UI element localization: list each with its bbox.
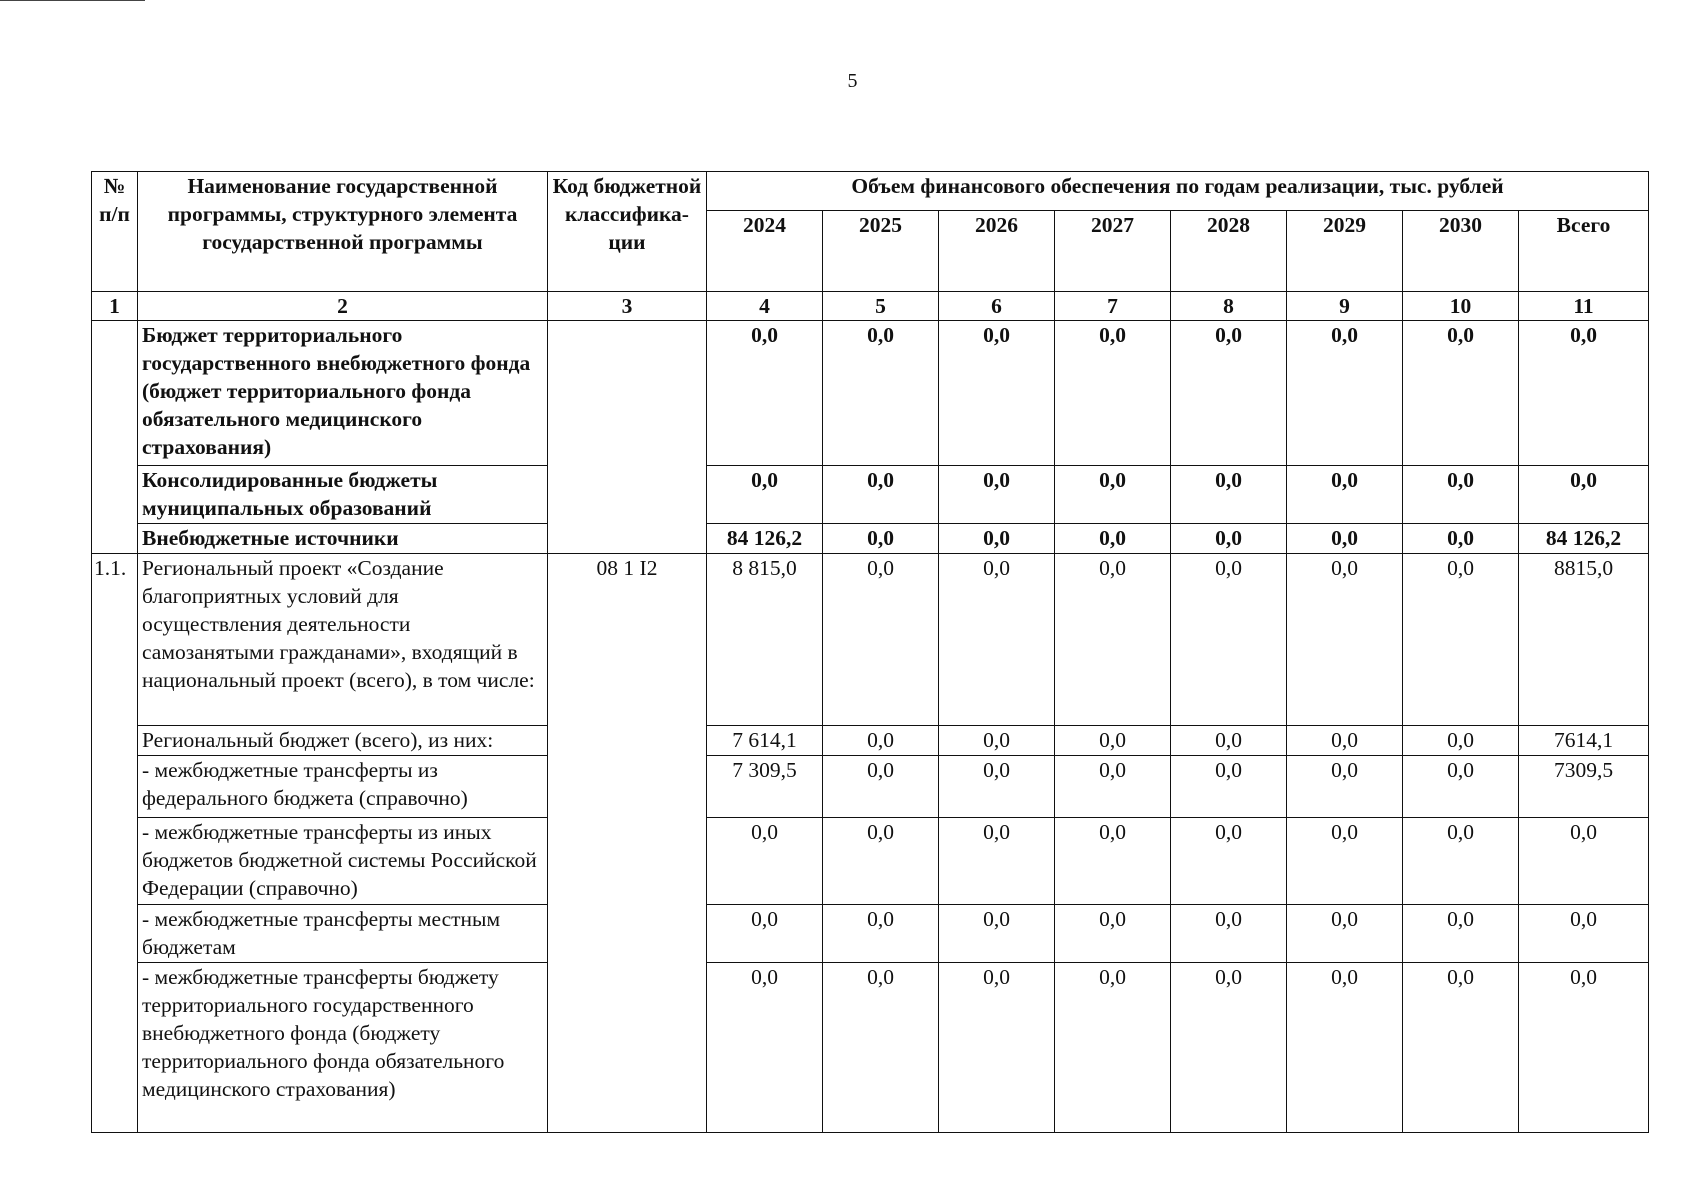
header-year-2026: 2026 [939,211,1055,292]
value-cell: 0,0 [939,905,1055,963]
value-cell: 0,0 [1171,554,1287,726]
value-cell: 0,0 [939,466,1055,524]
column-index-row [92,292,1649,321]
header-name: Наименование государственной программы, структурного элемента государственной программы [138,172,548,292]
value-cell: 0,0 [707,321,823,466]
value-cell: 7614,1 [1519,726,1649,756]
value-cell: 0,0 [1171,466,1287,524]
value-cell: 0,0 [1287,963,1403,1133]
value-cell: 0,0 [1171,321,1287,466]
row-name: Бюджет территориального государственного внебюджетного фонда (бюджет территориального фонда обязательного медицинского страхования) [138,321,548,466]
header-year-2028: 2028 [1171,211,1287,292]
table-row [92,963,1649,1133]
value-cell: 0,0 [1171,726,1287,756]
column-index: 3 [548,292,707,321]
value-cell: 0,0 [823,756,939,818]
column-index: 9 [1287,292,1403,321]
value-cell: 0,0 [1519,321,1649,466]
value-cell: 0,0 [1055,466,1171,524]
row-name: Региональный проект «Создание благоприятных условий для осуществления деятельности самозанятыми гражданами», входящий в национальный проект (всего), в том числе: [138,554,548,726]
column-index: 5 [823,292,939,321]
value-cell: 0,0 [1403,905,1519,963]
row-code [548,321,707,554]
value-cell: 0,0 [1519,905,1649,963]
column-index: 11 [1519,292,1649,321]
value-cell: 0,0 [1171,524,1287,554]
financing-table [91,171,1649,1133]
header-year-2024: 2024 [707,211,823,292]
page-number: 5 [847,70,858,92]
value-cell: 0,0 [939,321,1055,466]
value-cell: 0,0 [707,466,823,524]
value-cell: 0,0 [939,554,1055,726]
value-cell: 0,0 [1287,554,1403,726]
row-name: - межбюджетные трансферты бюджету территориального государственного внебюджетного фонда (бюджету территориального фонда обязательного медицинского страхования) [138,963,548,1133]
value-cell: 7309,5 [1519,756,1649,818]
column-index: 8 [1171,292,1287,321]
value-cell: 0,0 [1403,554,1519,726]
header-volume: Объем финансового обеспечения по годам реализации, тыс. рублей [707,172,1649,211]
value-cell: 0,0 [1171,963,1287,1133]
table-row [92,554,1649,726]
value-cell: 0,0 [1403,524,1519,554]
row-name: Внебюджетные источники [138,524,548,554]
value-cell: 0,0 [707,963,823,1133]
row-name: - межбюджетные трансферты из иных бюджетов бюджетной системы Российской Федерации (справочно) [138,818,548,905]
table-row [92,726,1649,756]
value-cell: 0,0 [1287,818,1403,905]
value-cell: 0,0 [823,466,939,524]
value-cell: 0,0 [1519,466,1649,524]
row-name: - межбюджетные трансферты из федерального бюджета (справочно) [138,756,548,818]
header-total: Всего [1519,211,1649,292]
value-cell: 0,0 [939,726,1055,756]
table-row [92,321,1649,466]
column-index: 6 [939,292,1055,321]
row-code: 08 1 I2 [548,554,707,1133]
table-row [92,524,1649,554]
value-cell: 0,0 [1171,905,1287,963]
value-cell: 0,0 [939,756,1055,818]
header-row-1 [92,172,1649,211]
value-cell: 84 126,2 [707,524,823,554]
value-cell: 0,0 [823,726,939,756]
value-cell: 0,0 [939,524,1055,554]
value-cell: 0,0 [1287,524,1403,554]
value-cell: 0,0 [707,905,823,963]
column-index: 1 [92,292,138,321]
column-index: 4 [707,292,823,321]
table-row [92,756,1649,818]
value-cell: 0,0 [1171,756,1287,818]
value-cell: 0,0 [1055,756,1171,818]
value-cell: 84 126,2 [1519,524,1649,554]
header-year-2029: 2029 [1287,211,1403,292]
column-index: 10 [1403,292,1519,321]
value-cell: 0,0 [1055,818,1171,905]
table-row [92,466,1649,524]
value-cell: 0,0 [1055,524,1171,554]
value-cell: 0,0 [1055,321,1171,466]
value-cell: 0,0 [1055,554,1171,726]
value-cell: 0,0 [1403,963,1519,1133]
value-cell: 0,0 [1171,818,1287,905]
row-num: 1.1. [92,554,138,1133]
value-cell: 0,0 [823,554,939,726]
header-num: № п/п [92,172,138,292]
value-cell: 7 309,5 [707,756,823,818]
value-cell: 0,0 [823,818,939,905]
row-name: Региональный бюджет (всего), из них: [138,726,548,756]
value-cell: 0,0 [1519,818,1649,905]
value-cell: 0,0 [1287,756,1403,818]
row-name: Консолидированные бюджеты муниципальных образований [138,466,548,524]
value-cell: 0,0 [1287,905,1403,963]
value-cell: 0,0 [1055,963,1171,1133]
value-cell: 0,0 [1403,466,1519,524]
value-cell: 0,0 [823,321,939,466]
value-cell: 0,0 [707,818,823,905]
table-row [92,818,1649,905]
value-cell: 0,0 [939,818,1055,905]
column-index: 2 [138,292,548,321]
header-year-2027: 2027 [1055,211,1171,292]
corner-scan-mark [0,0,145,1]
value-cell: 0,0 [823,905,939,963]
value-cell: 7 614,1 [707,726,823,756]
value-cell: 8 815,0 [707,554,823,726]
value-cell: 0,0 [939,963,1055,1133]
value-cell: 0,0 [1055,726,1171,756]
header-code: Код бюджетной классифика-ции [548,172,707,292]
value-cell: 0,0 [1403,818,1519,905]
value-cell: 0,0 [1403,726,1519,756]
value-cell: 0,0 [823,963,939,1133]
value-cell: 0,0 [1287,726,1403,756]
value-cell: 0,0 [823,524,939,554]
value-cell: 0,0 [1403,756,1519,818]
value-cell: 0,0 [1287,466,1403,524]
value-cell: 0,0 [1055,905,1171,963]
value-cell: 8815,0 [1519,554,1649,726]
header-year-2030: 2030 [1403,211,1519,292]
value-cell: 0,0 [1403,321,1519,466]
column-index: 7 [1055,292,1171,321]
row-name: - межбюджетные трансферты местным бюджетам [138,905,548,963]
table-row [92,905,1649,963]
value-cell: 0,0 [1287,321,1403,466]
row-num [92,321,138,554]
header-year-2025: 2025 [823,211,939,292]
value-cell: 0,0 [1519,963,1649,1133]
